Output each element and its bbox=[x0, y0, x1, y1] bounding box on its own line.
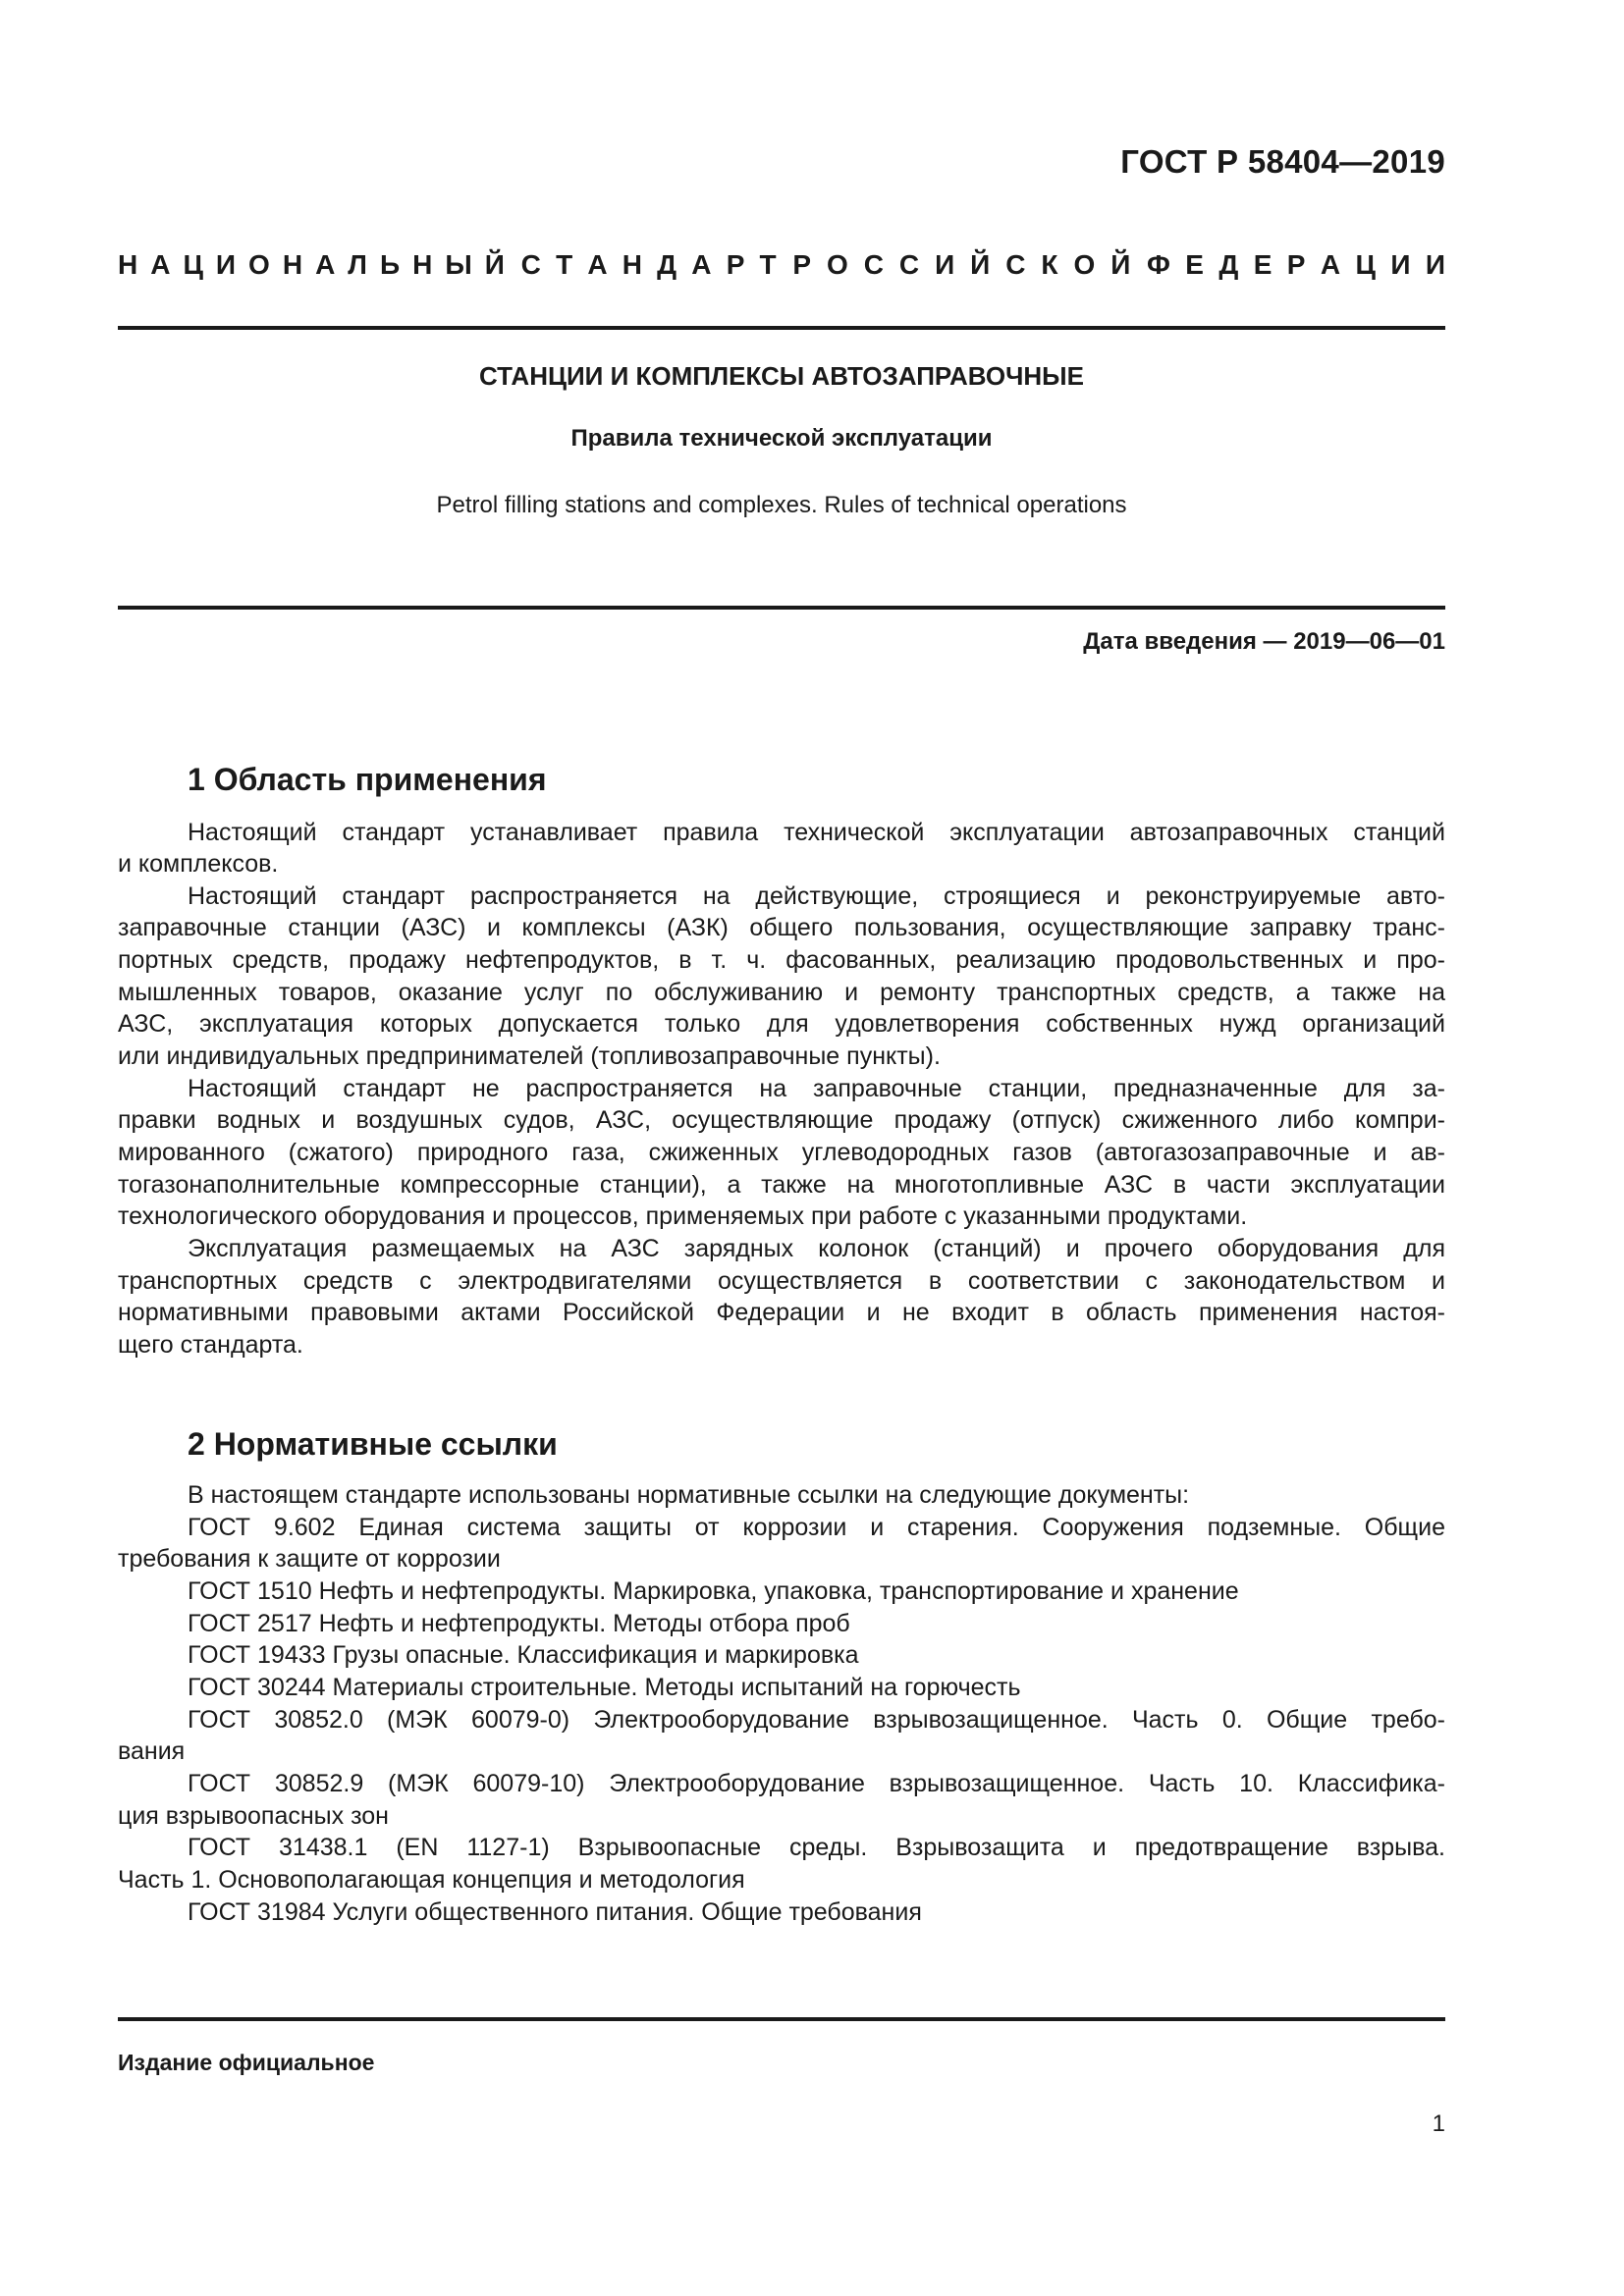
page-number: 1 bbox=[1432, 2110, 1445, 2137]
reference-entry: ГОСТ 1510 Нефть и нефтепродукты. Маркировка, упаковка, транспортирование и хранение bbox=[188, 1577, 1239, 1605]
reference-entry: ГОСТ 2517 Нефть и нефтепродукты. Методы отбора проб bbox=[188, 1610, 850, 1637]
section-1-line: АЗС, эксплуатация которых допускается только для удовлетворения собственных нужд организаций bbox=[118, 1010, 1445, 1038]
section-1-line: портных средств, продажу нефтепродуктов, в т. ч. фасованных, реализацию продовольственных и про- bbox=[118, 946, 1445, 974]
section-1-line: Эксплуатация размещаемых на АЗС зарядных колонок (станций) и прочего оборудования для bbox=[188, 1235, 1445, 1262]
document-title: СТАНЦИИ И КОМПЛЕКСЫ АВТОЗАПРАВОЧНЫЕ bbox=[479, 361, 1084, 391]
reference-entry: Часть 1. Основополагающая концепция и методология bbox=[118, 1866, 745, 1894]
section-1-line: Настоящий стандарт не распространяется на заправочные станции, предназначенные для за- bbox=[188, 1075, 1445, 1102]
reference-entry: ГОСТ 19433 Грузы опасные. Классификация и маркировка bbox=[188, 1641, 859, 1669]
reference-entry: ГОСТ 9.602 Единая система защиты от коррозии и старения. Сооружения подземные. Общие bbox=[188, 1514, 1445, 1541]
section-1-line: правки водных и воздушных судов, АЗС, осуществляющие продажу (отпуск) сжиженного либо компри- bbox=[118, 1106, 1445, 1134]
reference-entry: ция взрывоопасных зон bbox=[118, 1802, 389, 1830]
section-1-line: нормативными правовыми актами Российской Федерации и не входит в область применения настоя- bbox=[118, 1299, 1445, 1326]
section-1-line: щего стандарта. bbox=[118, 1331, 303, 1359]
section-1-line: или индивидуальных предпринимателей (топливозаправочные пункты). bbox=[118, 1042, 941, 1070]
reference-entry: ГОСТ 31438.1 (EN 1127-1) Взрывоопасные среды. Взрывозащита и предотвращение взрыва. bbox=[188, 1834, 1445, 1861]
national-standard-banner bbox=[118, 249, 1445, 281]
section-1-line: мированного (сжатого) природного газа, сжиженных углеводородных газов (автогазозаправочные и ав- bbox=[118, 1139, 1445, 1166]
section-1-line: тогазонаполнительные компрессорные станции), а также на многотопливные АЗС в части эксплуатации bbox=[118, 1171, 1445, 1199]
introduction-date: Дата введения — 2019—06—01 bbox=[1083, 628, 1445, 655]
section-1-line: мышленных товаров, оказание услуг по обслуживанию и ремонту транспортных средств, а также на bbox=[118, 979, 1445, 1006]
section-2-heading: 2 Нормативные ссылки bbox=[188, 1426, 558, 1462]
reference-entry: ГОСТ 31984 Услуги общественного питания. Общие требования bbox=[188, 1898, 922, 1926]
section-1-line: Настоящий стандарт устанавливает правила технической эксплуатации автозаправочных станций bbox=[188, 819, 1445, 846]
reference-entry: ГОСТ 30244 Материалы строительные. Методы испытаний на горючесть bbox=[188, 1674, 1021, 1701]
document-subtitle: Правила технической эксплуатации bbox=[570, 425, 993, 452]
section-1-line: и комплексов. bbox=[118, 850, 279, 878]
reference-entry: требования к защите от коррозии bbox=[118, 1545, 501, 1573]
section-2-line: В настоящем стандарте использованы нормативные ссылки на следующие документы: bbox=[188, 1481, 1190, 1509]
top-divider bbox=[118, 326, 1445, 330]
section-1-line: технологического оборудования и процессов, применяемых при работе с указанными продуктами. bbox=[118, 1202, 1248, 1230]
section-1-line: заправочные станции (АЗС) и комплексы (АЗК) общего пользования, осуществляющие заправку транс- bbox=[118, 914, 1445, 941]
footer-divider bbox=[118, 2017, 1445, 2021]
official-edition-label: Издание официальное bbox=[118, 2050, 375, 2075]
banner-word-1: Н А Ц И О Н А Л Ь Н Ы Й bbox=[118, 249, 505, 280]
banner-word-2: С Т А Н Д А Р Т bbox=[520, 249, 777, 280]
reference-entry: ГОСТ 30852.0 (МЭК 60079-0) Электрооборудование взрывозащищенное. Часть 0. Общие требо- bbox=[188, 1706, 1445, 1734]
english-title: Petrol filling stations and complexes. Rules of technical operations bbox=[436, 492, 1127, 518]
section-1-line: Настоящий стандарт распространяется на действующие, строящиеся и реконструируемые авто- bbox=[188, 882, 1445, 910]
banner-word-4: Ф Е Д Е Р А Ц И И bbox=[1146, 249, 1445, 280]
reference-entry: ГОСТ 30852.9 (МЭК 60079-10) Электрооборудование взрывозащищенное. Часть 10. Классифика- bbox=[188, 1770, 1445, 1797]
banner-word-3: Р О С С И Й С К О Й bbox=[792, 249, 1131, 280]
title-divider bbox=[118, 606, 1445, 610]
reference-entry: вания bbox=[118, 1737, 186, 1765]
section-1-heading: 1 Область применения bbox=[188, 762, 547, 797]
section-1-line: транспортных средств с электродвигателями осуществляется в соответствии с законодательством и bbox=[118, 1267, 1445, 1295]
document-number: ГОСТ Р 58404—2019 bbox=[1120, 143, 1445, 180]
